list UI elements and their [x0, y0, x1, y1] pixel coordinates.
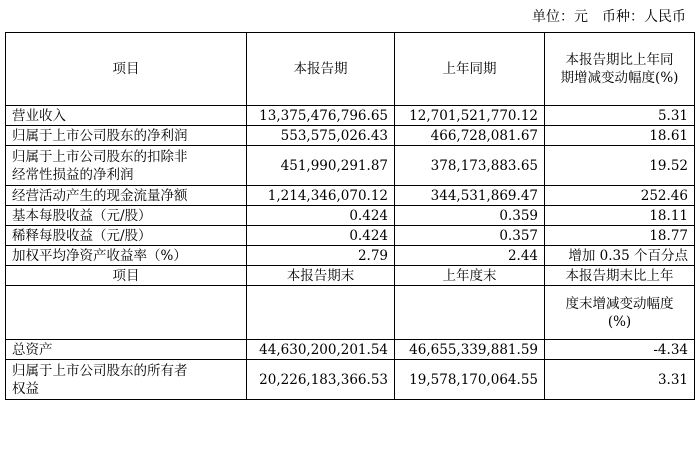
row-label-line2: 权益 [12, 380, 39, 397]
row-label [6, 146, 247, 186]
row-current: 13,375,476,796.65 [247, 106, 395, 126]
row-current: 451,990,291.87 [247, 146, 395, 186]
header-prior-period: 上年同期 [395, 33, 545, 106]
header-item: 项目 [6, 33, 247, 106]
table-row [6, 340, 695, 360]
row-label: 经营活动产生的现金流量净额 [6, 186, 247, 206]
table-header-row [6, 33, 695, 106]
row-prior: 466,728,081.67 [395, 126, 545, 146]
row-label-line1: 归属于上市公司股东的所有者 [12, 362, 188, 379]
row-label: 基本每股收益（元/股） [6, 206, 247, 226]
row-change: 5.31 [545, 106, 695, 126]
row-prior: 2.44 [395, 246, 545, 266]
row-current: 2.79 [247, 246, 395, 266]
subheader-change-pct [545, 286, 695, 340]
row-current: 20,226,183,366.53 [247, 360, 395, 400]
currency-label: 币种：人民币 [602, 9, 686, 25]
table-subheader-row-continued [6, 286, 695, 340]
row-change: -4.34 [545, 340, 695, 360]
row-prior: 0.359 [395, 206, 545, 226]
row-prior: 344,531,869.47 [395, 186, 545, 206]
row-label-line1: 归属于上市公司股东的扣除非 [12, 148, 188, 165]
table-row [6, 106, 695, 126]
row-change: 19.52 [545, 146, 695, 186]
subheader-blank [247, 286, 395, 340]
row-label: 总资产 [6, 340, 247, 360]
row-label: 稀释每股收益（元/股） [6, 226, 247, 246]
row-current: 553,575,026.43 [247, 126, 395, 146]
unit-currency-line [532, 6, 686, 26]
row-change: 增加 0.35 个百分点 [545, 246, 695, 266]
subheader-blank [395, 286, 545, 340]
row-prior: 12,701,521,770.12 [395, 106, 545, 126]
subheader-period-end: 本报告期末 [247, 266, 395, 286]
row-change: 3.31 [545, 360, 695, 400]
table-row [6, 186, 695, 206]
header-change-line2: 期增减变动幅度(%) [560, 70, 679, 86]
row-prior: 378,173,883.65 [395, 146, 545, 186]
row-current: 0.424 [247, 226, 395, 246]
subheader-item: 项目 [6, 266, 247, 286]
row-label: 归属于上市公司股东的净利润 [6, 126, 247, 146]
row-label [6, 360, 247, 400]
row-label: 营业收入 [6, 106, 247, 126]
subheader-prior-year-end: 上年度末 [395, 266, 545, 286]
subheader-change-line1: 本报告期末比上年 [545, 266, 695, 286]
row-label-line2: 经常性损益的净利润 [12, 166, 134, 183]
header-change-pct [545, 33, 695, 106]
subheader-blank [6, 286, 247, 340]
table-row [6, 360, 695, 400]
header-change-line1: 本报告期比上年同 [565, 52, 674, 68]
subheader-change-line2: 度末增减变动幅度 [565, 295, 674, 312]
row-current: 1,214,346,070.12 [247, 186, 395, 206]
table-row [6, 226, 695, 246]
table-row [6, 246, 695, 266]
row-change: 18.61 [545, 126, 695, 146]
row-current: 0.424 [247, 206, 395, 226]
table-subheader-row [6, 266, 695, 286]
row-change: 18.77 [545, 226, 695, 246]
row-label: 加权平均净资产收益率（%） [6, 246, 247, 266]
table-row [6, 206, 695, 226]
unit-label: 单位：元 [532, 9, 588, 25]
row-prior: 19,578,170,064.55 [395, 360, 545, 400]
row-prior: 0.357 [395, 226, 545, 246]
row-prior: 46,655,339,881.59 [395, 340, 545, 360]
subheader-change-line3: (%) [607, 313, 632, 330]
table-row [6, 146, 695, 186]
row-current: 44,630,200,201.54 [247, 340, 395, 360]
financial-data-table [5, 32, 695, 400]
row-change: 252.46 [545, 186, 695, 206]
table-row [6, 126, 695, 146]
row-change: 18.11 [545, 206, 695, 226]
header-current-period: 本报告期 [247, 33, 395, 106]
